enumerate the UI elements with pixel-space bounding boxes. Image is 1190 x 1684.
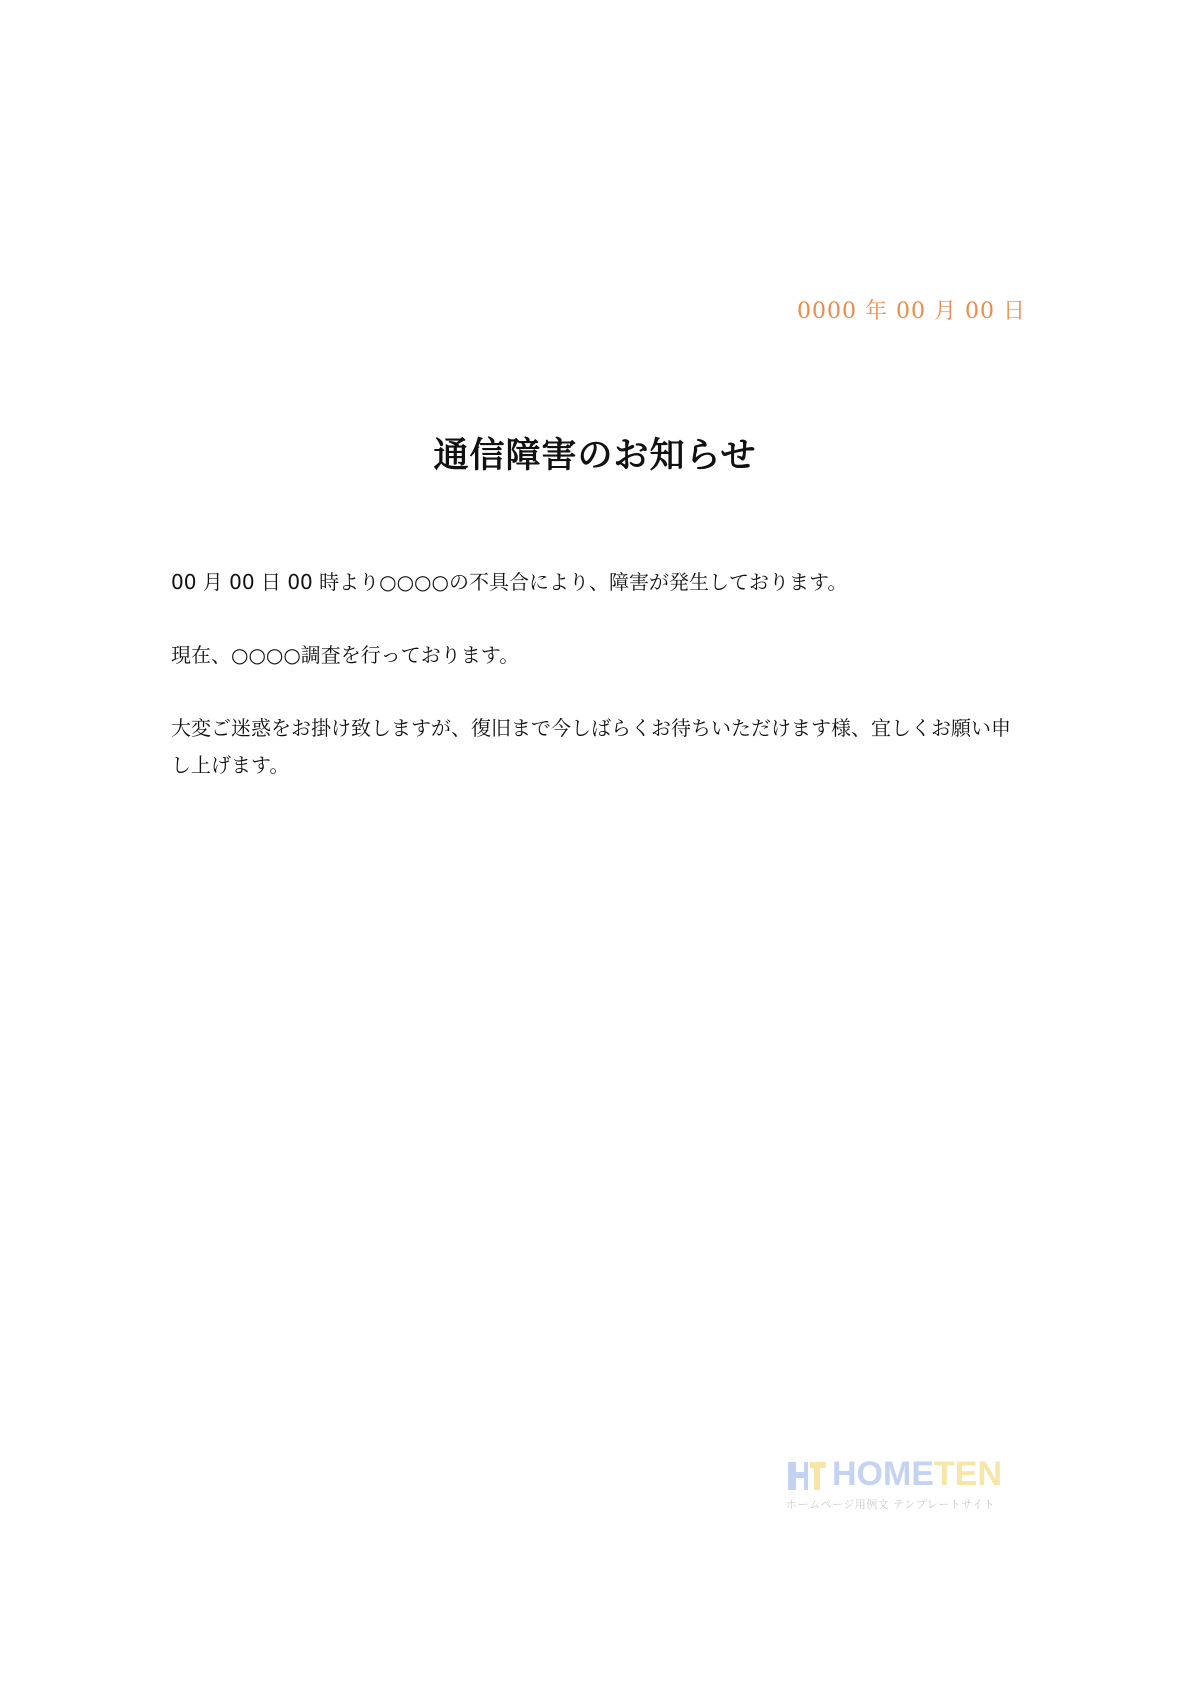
hometen-logo bbox=[786, 1456, 1018, 1512]
document-body bbox=[171, 564, 1021, 820]
logo-word-home: HOME bbox=[832, 1455, 934, 1493]
document-title: 通信障害のお知らせ bbox=[433, 435, 757, 476]
document-date: 0000 年 00 月 00 日 bbox=[797, 299, 1026, 324]
body-paragraph: 00 月 00 日 00 時より○○○○の不具合により、障害が発生しております。 bbox=[171, 570, 848, 594]
logo-tagline: ホームページ用例文 テンプレートサイト bbox=[786, 1498, 996, 1511]
body-paragraph: 大変ご迷惑をお掛け致しますが、復旧まで今しばらくお待ちいただけます様、宜しくお願い申し上げます。 bbox=[171, 716, 1011, 777]
logo-word-ten: TEN bbox=[934, 1455, 1002, 1493]
ht-logo-icon bbox=[786, 1456, 828, 1494]
body-paragraph: 現在、○○○○調査を行っております。 bbox=[171, 643, 520, 667]
logo-wordmark bbox=[832, 1454, 1002, 1494]
